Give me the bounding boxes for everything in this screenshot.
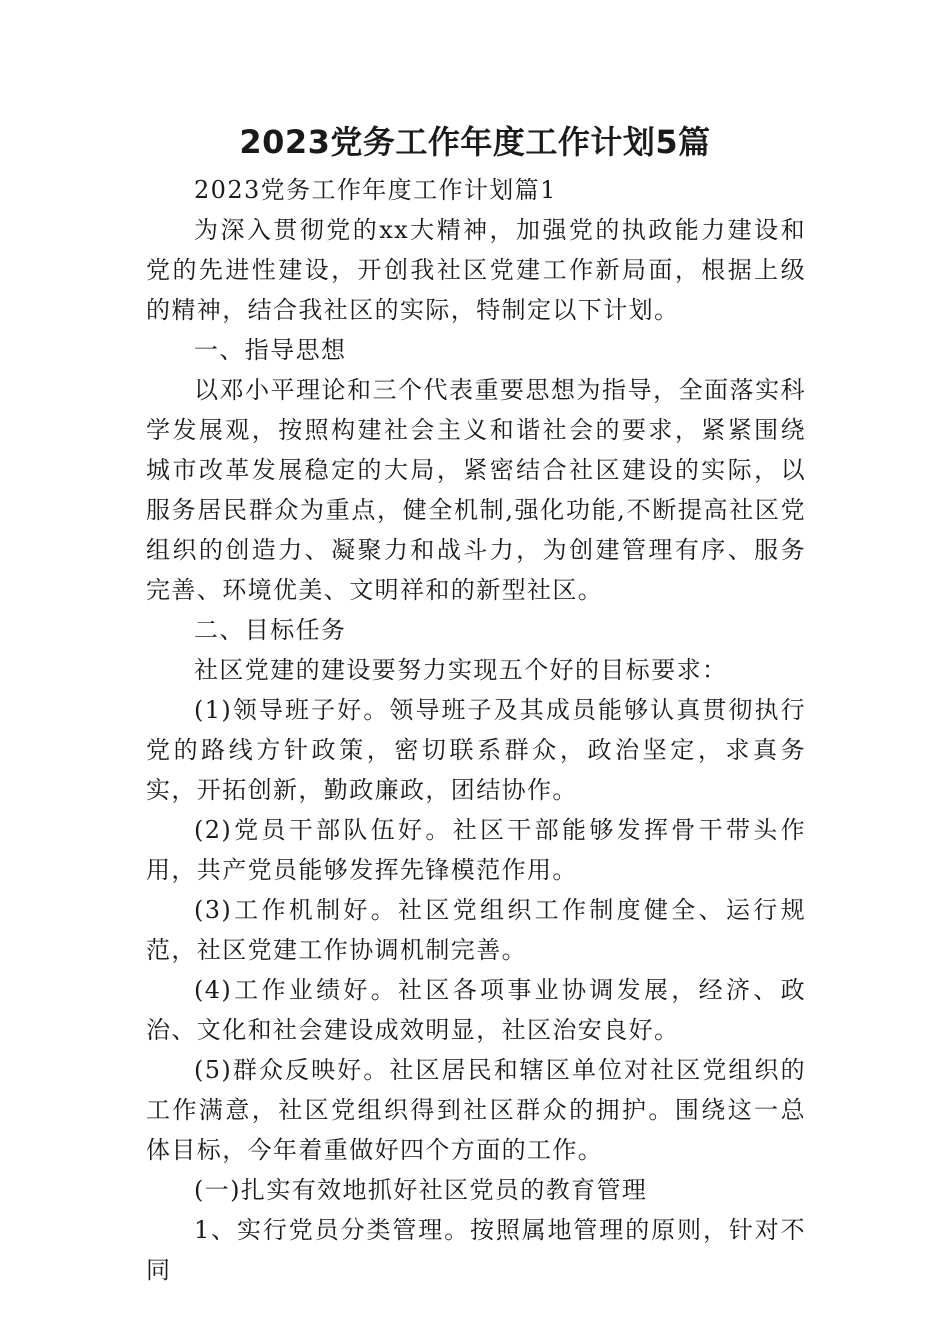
document-body [146,170,806,1290]
paragraph: (1)领导班子好。领导班子及其成员能够认真贯彻执行党的路线方针政策，密切联系群众，政治坚定，求真务实，开拓创新，勤政廉政，团结协作。 [146,696,806,804]
paragraph: (2)党员干部队伍好。社区干部能够发挥骨干带头作用，共产党员能够发挥先锋模范作用。 [146,816,806,884]
paragraph: 1、实行党员分类管理。按照属地管理的原则，针对不同 [146,1216,806,1284]
paragraph: 以邓小平理论和三个代表重要思想为指导，全面落实科学发展观，按照构建社会主义和谐社会的要求，紧紧围绕城市改革发展稳定的大局，紧密结合社区建设的实际，以服务居民群众为重点，健全机制,强化功能,不断提高社区党组织的创造力、凝聚力和战斗力，为创建管理有序、服务完善、环境优美、文明祥和的新型社区。 [146,376,806,604]
section-heading: 二、目标任务 [194,616,347,644]
paragraph: 社区党建的建设要努力实现五个好的目标要求： [194,656,728,684]
document-title: 2023党务工作年度工作计划5篇 [239,123,711,161]
section-heading: 一、指导思想 [194,336,347,364]
paragraph: (3)工作机制好。社区党组织工作制度健全、运行规范，社区党建工作协调机制完善。 [146,896,806,964]
paragraph: 为深入贯彻党的xx大精神，加强党的执政能力建设和党的先进性建设，开创我社区党建工作新局面，根据上级的精神，结合我社区的实际，特制定以下计划。 [146,216,806,324]
paragraph: (5)群众反映好。社区居民和辖区单位对社区党组织的工作满意，社区党组织得到社区群众的拥护。围绕这一总体目标，今年着重做好四个方面的工作。 [146,1056,806,1164]
paragraph: (4)工作业绩好。社区各项事业协调发展，经济、政治、文化和社会建设成效明显，社区治安良好。 [146,976,806,1044]
section-heading: (一)扎实有效地抓好社区党员的教育管理 [194,1176,648,1204]
section-heading: 2023党务工作年度工作计划篇1 [194,176,557,204]
